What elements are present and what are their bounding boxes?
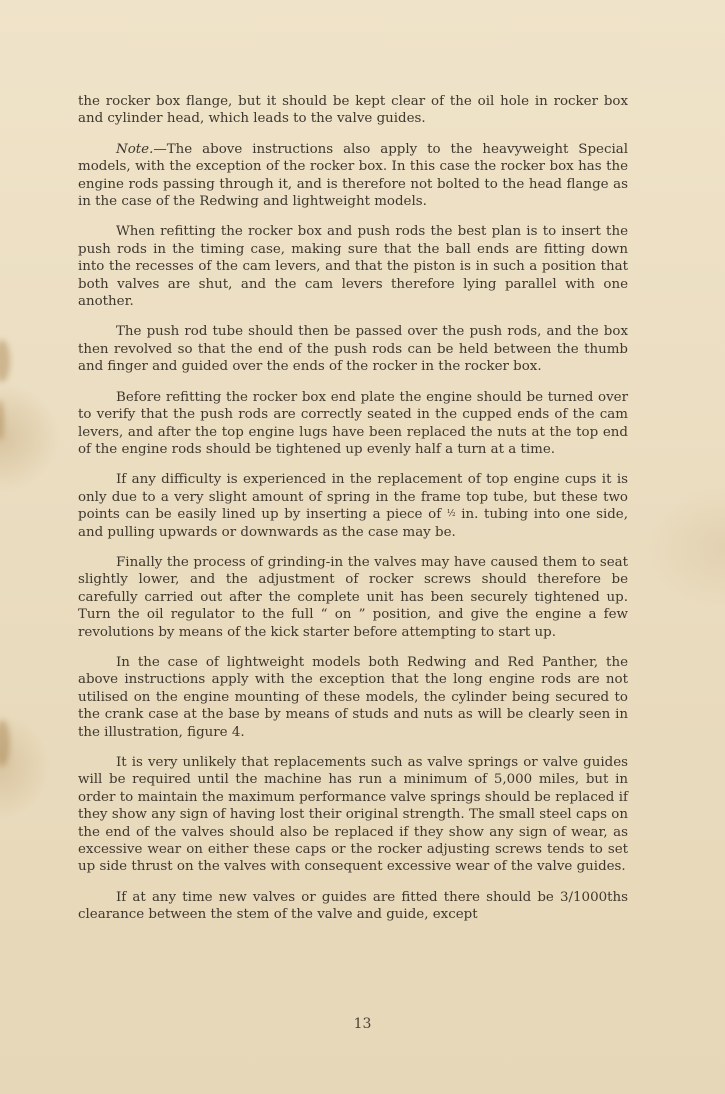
paragraph	[78, 554, 628, 641]
paragraph	[78, 471, 628, 541]
paragraph-text: The push rod tube should then be passed over the push rods, and the box then revolved so that the end of the push rods can be held between the thumb and finger and guided over the ends of the rocker in the rocker box.	[78, 324, 628, 375]
paragraph	[78, 223, 628, 310]
paragraph-text: In the case of lightweight models both Redwing and Red Panther, the above instructions apply with the exception that the long engine rods are not utilised on the engine mounting of these models, the cylinder being secured to the crank case at the base by means of studs and nuts as will be clearly seen in the illustration, figure 4.	[78, 654, 628, 740]
paragraph-text: the rocker box flange, but it should be kept clear of the oil hole in rocker box and cylinder head, which leads to the valve guides.	[78, 94, 628, 127]
foxing-stain	[0, 400, 4, 440]
paragraph-text: If any difficulty is experienced in the replacement of top engine cups it is only due to a very slight amount of spring in the frame top tube, but these two points can be easily lined up by inserting a piece of	[78, 472, 628, 523]
paragraph-text: in. tubing into one side, and pulling upwards or downwards as the case may be.	[78, 507, 628, 540]
paragraph-text: When refitting the rocker box and push rods the best plan is to insert the push rods in the timing case, making sure that the ball ends are fitting down into the recesses of the cam levers, and that the piston is in such a position that both valves are shut, and the cam levers therefore lying parallel with one another.	[78, 224, 628, 310]
paragraph	[78, 754, 628, 876]
paragraph-text: If at any time new valves or guides are fitted there should be 3/1000ths clearance between the stem of the valve and guide, except	[78, 889, 628, 923]
paragraph-text: It is very unlikely that replacements such as valve springs or valve guides will be required until the machine has run a minimum of 5,000 miles, but in order to maintain the maximum performance valve springs should be replaced if they show any sign of having lost their original strength. The small steel caps on the end of the valves should also be replaced if they show any sign of wear, as excessive wear on either these caps or the rocker adjusting screws tends to set up side thrust on the valves with consequent excessive wear of the valve guides.	[78, 755, 628, 875]
paragraph-text: Before refitting the rocker box end plate the engine should be turned over to verify that the push rods are correctly seated in the cupped ends of the cam levers, and after the top engine lugs have been replaced the nuts at the top end of the engine rods should be tightened up evenly half a turn at a time.	[78, 389, 628, 457]
paragraph	[78, 323, 628, 375]
note-label: Note.	[116, 141, 154, 157]
foxing-stain	[0, 720, 10, 766]
fraction: ½	[446, 509, 456, 520]
paragraph	[78, 389, 628, 459]
paragraph-text: —The above instructions also apply to the heavyweight Special models, with the exception of the rocker box. In this case the rocker box has the engine rods passing through it, and is therefore not bolted to the head flange as in the case of the Redwing and lightweight models.	[78, 141, 628, 210]
paragraph	[78, 93, 628, 128]
paragraph	[78, 141, 628, 211]
body-text	[78, 93, 628, 937]
foxing-stain	[0, 340, 10, 382]
paragraph-text: Finally the process of grinding-in the valves may have caused them to seat slightly lower, and the adjustment of rocker screws should therefore be carefully carried out after the complete unit has been securely tightened up. Turn the oil regulator to the full “ on ” position, and give the engine a few revolutions by means of the kick starter before attempting to start up.	[78, 554, 628, 640]
page-number: 13	[353, 1016, 372, 1032]
paragraph	[78, 654, 628, 741]
paragraph	[78, 889, 628, 924]
